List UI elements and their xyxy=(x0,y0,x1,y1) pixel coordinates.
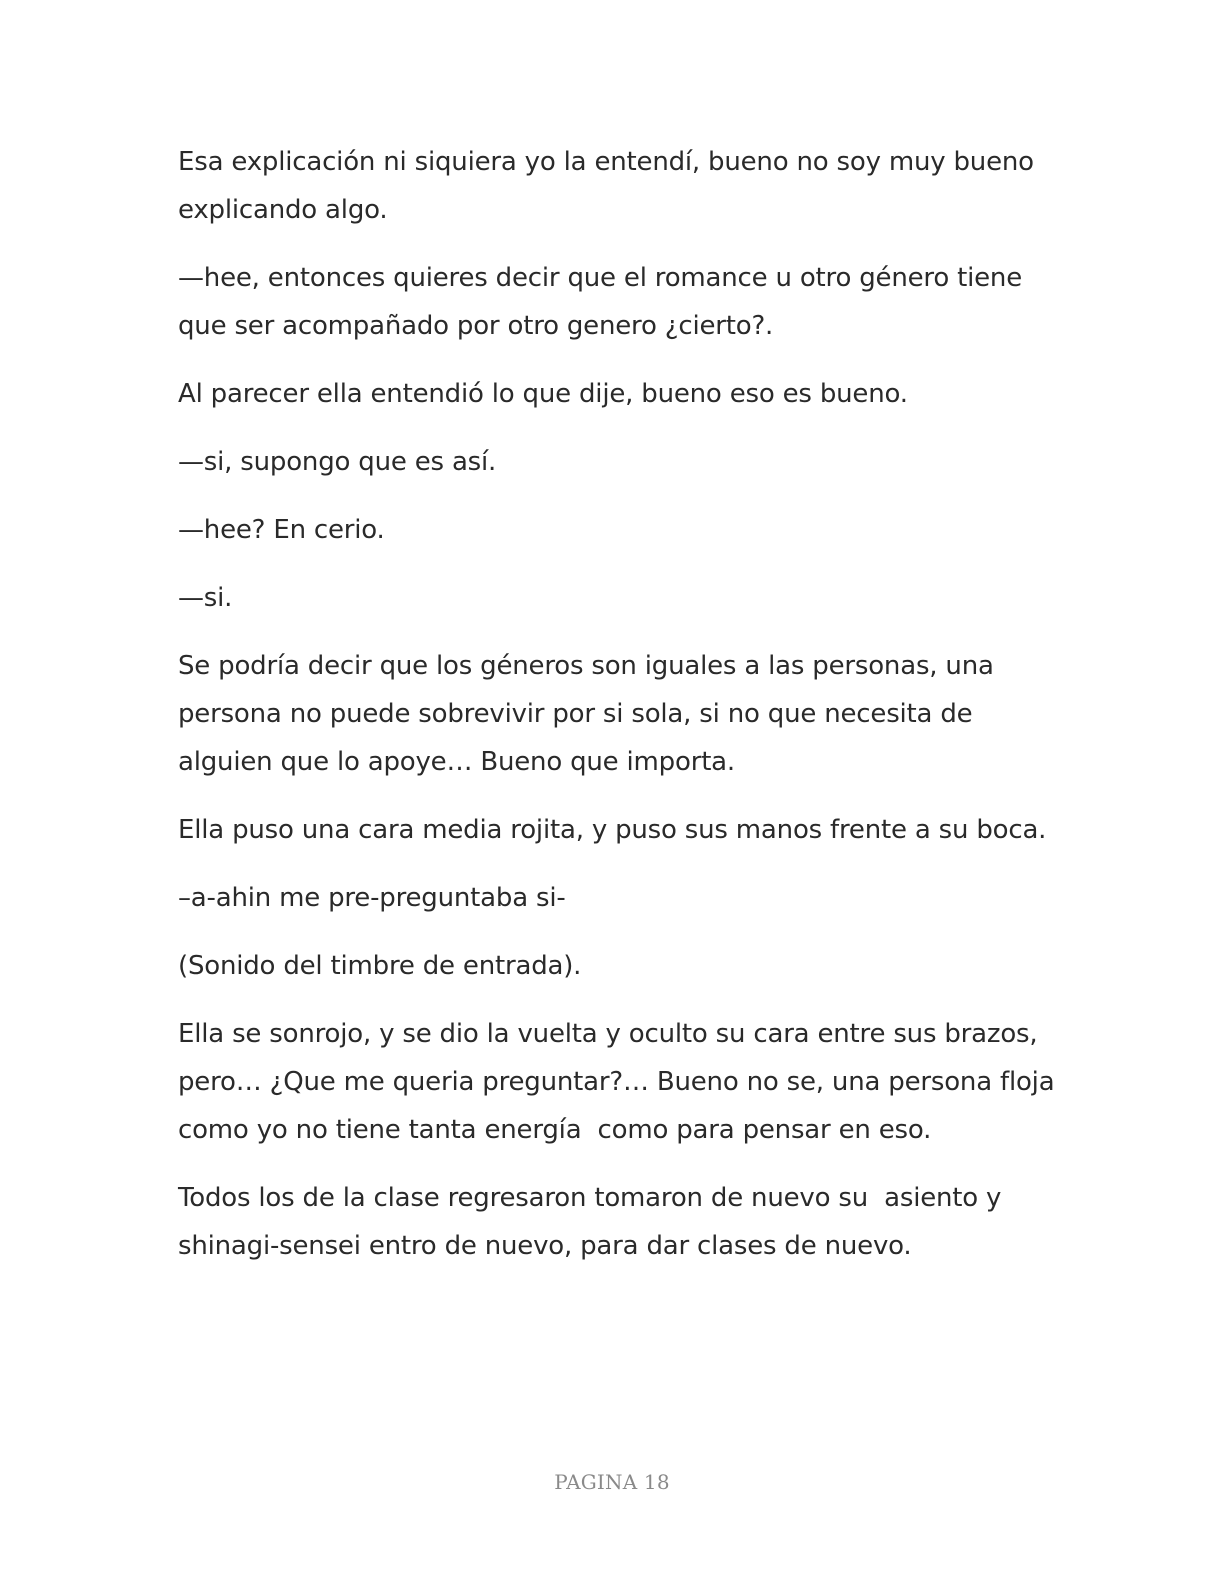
page-number: PAGINA 18 xyxy=(554,1470,670,1494)
paragraph: –a-ahin me pre-preguntaba si- xyxy=(178,883,566,913)
body-text xyxy=(178,138,1063,1290)
paragraph: Ella se sonrojo, y se dio la vuelta y oculto su cara entre sus brazos, pero… ¿Que me queria preguntar?… Bueno no se, una persona floja como yo no tiene tanta energía como para pensar en eso. xyxy=(178,1019,1063,1145)
paragraph: Ella puso una cara media rojita, y puso sus manos frente a su boca. xyxy=(178,815,1047,845)
paragraph: —hee? En cerio. xyxy=(178,515,385,545)
paragraph: Se podría decir que los géneros son iguales a las personas, una persona no puede sobrevivir por si sola, si no que necesita de alguien que lo apoye… Bueno que importa. xyxy=(178,651,1002,777)
paragraph: (Sonido del timbre de entrada). xyxy=(178,951,582,981)
paragraph: Todos los de la clase regresaron tomaron de nuevo su asiento y shinagi-sensei entro de nuevo, para dar clases de nuevo. xyxy=(178,1183,1010,1261)
paragraph: Esa explicación ni siquiera yo la entendí, bueno no soy muy bueno explicando algo. xyxy=(178,147,1042,225)
paragraph: —hee, entonces quieres decir que el romance u otro género tiene que ser acompañado por otro genero ¿cierto?. xyxy=(178,263,1031,341)
paragraph: —si. xyxy=(178,583,233,613)
paragraph: —si, supongo que es así. xyxy=(178,447,497,477)
paragraph: Al parecer ella entendió lo que dije, bueno eso es bueno. xyxy=(178,379,908,409)
